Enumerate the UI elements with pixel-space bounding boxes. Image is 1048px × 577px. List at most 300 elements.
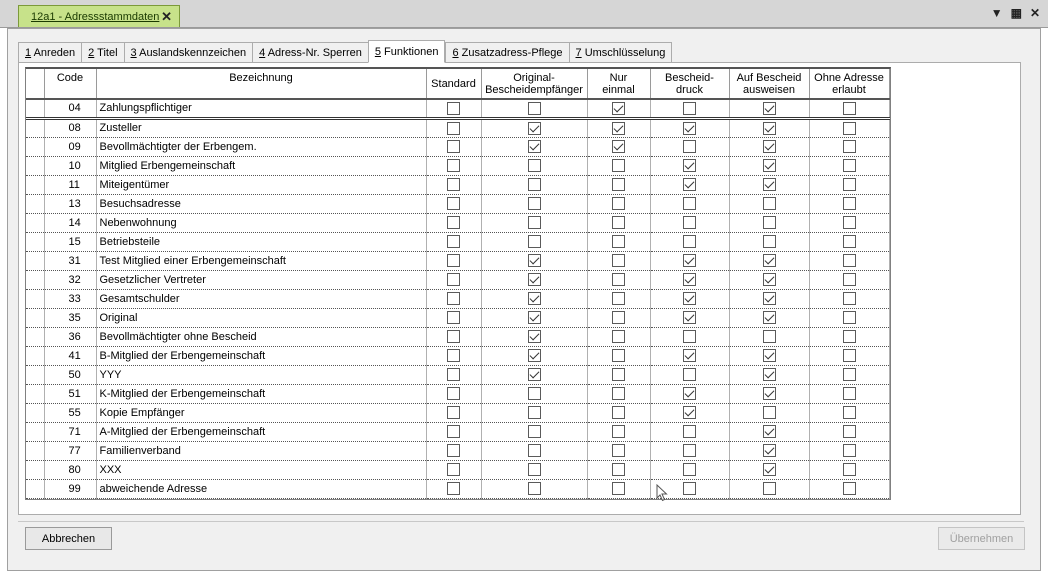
- checkbox-nur-einmal[interactable]: [612, 235, 625, 248]
- checkbox-bescheiddruck[interactable]: [683, 159, 696, 172]
- checkbox-standard[interactable]: [447, 482, 460, 495]
- checkbox-bescheiddruck[interactable]: [683, 444, 696, 457]
- tab-accelerator-key: 2: [88, 47, 95, 59]
- column-header-bescheiddruck[interactable]: [650, 69, 729, 99]
- checkbox-ohne-adresse[interactable]: [843, 102, 856, 115]
- checkbox-ohne-adresse[interactable]: [843, 368, 856, 381]
- cell-code[interactable]: 51: [44, 384, 96, 403]
- checkbox-ohne-adresse[interactable]: [843, 444, 856, 457]
- checkbox-auf-bescheid[interactable]: [763, 387, 776, 400]
- column-header-nur-einmal[interactable]: [587, 69, 650, 99]
- table-row[interactable]: [26, 365, 889, 384]
- checkbox-auf-bescheid[interactable]: [763, 273, 776, 286]
- checkbox-bescheiddruck[interactable]: [683, 368, 696, 381]
- table-row[interactable]: [26, 213, 889, 232]
- cell-code[interactable]: 77: [44, 441, 96, 460]
- checkbox-original[interactable]: [528, 273, 541, 286]
- cell-code[interactable]: 14: [44, 213, 96, 232]
- checkbox-original[interactable]: [528, 254, 541, 267]
- checkbox-standard[interactable]: [447, 330, 460, 343]
- cell-bescheiddruck: [650, 422, 729, 441]
- checkbox-standard[interactable]: [447, 406, 460, 419]
- checkbox-standard[interactable]: [447, 216, 460, 229]
- row-selector[interactable]: [26, 175, 44, 194]
- cell-bezeichnung[interactable]: Test Mitglied einer Erbengemeinschaft: [96, 251, 426, 270]
- cell-auf-bescheid: [729, 289, 809, 308]
- cell-standard: [426, 137, 481, 156]
- row-selector[interactable]: [26, 118, 44, 137]
- document-tab-title[interactable]: 12a1 - Adressstammdaten: [31, 10, 160, 23]
- cell-standard: [426, 213, 481, 232]
- row-selector[interactable]: [26, 213, 44, 232]
- checkbox-auf-bescheid[interactable]: [763, 178, 776, 191]
- column-header-bezeichnung[interactable]: Bezeichnung: [96, 69, 426, 99]
- cell-bezeichnung[interactable]: Nebenwohnung: [96, 213, 426, 232]
- document-tab-strip: [0, 0, 1048, 28]
- checkbox-nur-einmal[interactable]: [612, 425, 625, 438]
- checkbox-standard[interactable]: [447, 444, 460, 457]
- tab-accelerator-key: 1: [25, 47, 32, 59]
- checkbox-auf-bescheid[interactable]: [763, 254, 776, 267]
- checkbox-original[interactable]: [528, 292, 541, 305]
- checkbox-standard[interactable]: [447, 140, 460, 153]
- checkbox-original[interactable]: [528, 406, 541, 419]
- checkbox-ohne-adresse[interactable]: [843, 197, 856, 210]
- row-selector[interactable]: [26, 327, 44, 346]
- checkbox-bescheiddruck[interactable]: [683, 292, 696, 305]
- cell-code[interactable]: 08: [44, 118, 96, 137]
- cell-bescheiddruck: [650, 156, 729, 175]
- cell-nur-einmal: [587, 99, 650, 118]
- checkbox-nur-einmal[interactable]: [612, 349, 625, 362]
- cell-code[interactable]: 13: [44, 194, 96, 213]
- cell-code[interactable]: 33: [44, 289, 96, 308]
- table-row[interactable]: [26, 479, 889, 498]
- checkbox-ohne-adresse[interactable]: [843, 216, 856, 229]
- cell-standard: [426, 156, 481, 175]
- checkbox-ohne-adresse[interactable]: [843, 122, 856, 135]
- checkbox-ohne-adresse[interactable]: [843, 425, 856, 438]
- checkbox-original[interactable]: [528, 444, 541, 457]
- checkbox-nur-einmal[interactable]: [612, 368, 625, 381]
- cell-original: [481, 327, 587, 346]
- checkbox-bescheiddruck[interactable]: [683, 235, 696, 248]
- cell-bezeichnung[interactable]: XXX: [96, 460, 426, 479]
- close-window-icon[interactable]: ✕: [1029, 6, 1040, 20]
- checkbox-auf-bescheid[interactable]: [763, 444, 776, 457]
- checkbox-standard[interactable]: [447, 254, 460, 267]
- checkbox-bescheiddruck[interactable]: [683, 102, 696, 115]
- row-selector[interactable]: [26, 479, 44, 498]
- cell-standard: [426, 346, 481, 365]
- cell-bezeichnung[interactable]: A-Mitglied der Erbengemeinschaft: [96, 422, 426, 441]
- checkbox-ohne-adresse[interactable]: [843, 273, 856, 286]
- cell-standard: [426, 175, 481, 194]
- table-row[interactable]: [26, 118, 889, 137]
- tab-label: Zusatzadress-Pflege: [458, 47, 563, 59]
- row-selector[interactable]: [26, 403, 44, 422]
- tab-7[interactable]: [569, 42, 673, 63]
- close-tab-icon[interactable]: ✕: [161, 9, 172, 24]
- checkbox-standard[interactable]: [447, 368, 460, 381]
- checkbox-bescheiddruck[interactable]: [683, 387, 696, 400]
- checkbox-ohne-adresse[interactable]: [843, 330, 856, 343]
- checkbox-nur-einmal[interactable]: [612, 387, 625, 400]
- cell-bezeichnung[interactable]: Familienverband: [96, 441, 426, 460]
- cell-original: [481, 384, 587, 403]
- checkbox-auf-bescheid[interactable]: [763, 235, 776, 248]
- cell-nur-einmal: [587, 156, 650, 175]
- checkbox-bescheiddruck[interactable]: [683, 216, 696, 229]
- table-row[interactable]: [26, 270, 889, 289]
- table-row[interactable]: [26, 99, 889, 118]
- row-selector[interactable]: [26, 308, 44, 327]
- row-selector[interactable]: [26, 137, 44, 156]
- cell-bezeichnung[interactable]: Zahlungspflichtiger: [96, 99, 426, 118]
- cell-auf-bescheid: [729, 422, 809, 441]
- table-row[interactable]: [26, 232, 889, 251]
- cell-nur-einmal: [587, 175, 650, 194]
- checkbox-standard[interactable]: [447, 463, 460, 476]
- table-row[interactable]: [26, 422, 889, 441]
- checkbox-nur-einmal[interactable]: [612, 102, 625, 115]
- row-selector[interactable]: [26, 384, 44, 403]
- cell-code[interactable]: 55: [44, 403, 96, 422]
- cell-original: [481, 251, 587, 270]
- checkbox-bescheiddruck[interactable]: [683, 122, 696, 135]
- checkbox-bescheiddruck[interactable]: [683, 425, 696, 438]
- column-header-text: Bescheid- druck: [665, 71, 714, 96]
- cell-standard: [426, 232, 481, 251]
- cell-bezeichnung[interactable]: Betriebsteile: [96, 232, 426, 251]
- cell-bezeichnung[interactable]: Besuchsadresse: [96, 194, 426, 213]
- cell-code[interactable]: 99: [44, 479, 96, 498]
- checkbox-auf-bescheid[interactable]: [763, 463, 776, 476]
- row-selector[interactable]: [26, 251, 44, 270]
- tile-windows-icon[interactable]: ▦: [1010, 6, 1022, 20]
- table-row[interactable]: [26, 137, 889, 156]
- checkbox-auf-bescheid[interactable]: [763, 482, 776, 495]
- checkbox-original[interactable]: [528, 122, 541, 135]
- cell-standard: [426, 251, 481, 270]
- checkbox-auf-bescheid[interactable]: [763, 102, 776, 115]
- apply-button[interactable]: Übernehmen: [938, 527, 1025, 550]
- row-selector[interactable]: [26, 156, 44, 175]
- cell-original: [481, 460, 587, 479]
- table-row[interactable]: [26, 175, 889, 194]
- column-header-standard[interactable]: Standard: [426, 69, 481, 99]
- table-row[interactable]: [26, 194, 889, 213]
- checkbox-nur-einmal[interactable]: [612, 122, 625, 135]
- cell-bezeichnung[interactable]: Gesamtschulder: [96, 289, 426, 308]
- checkbox-standard[interactable]: [447, 387, 460, 400]
- checkbox-ohne-adresse[interactable]: [843, 463, 856, 476]
- checkbox-nur-einmal[interactable]: [612, 292, 625, 305]
- checkbox-ohne-adresse[interactable]: [843, 159, 856, 172]
- document-tab[interactable]: [18, 5, 180, 27]
- tab-4[interactable]: [252, 42, 368, 63]
- checkbox-auf-bescheid[interactable]: [763, 368, 776, 381]
- cell-code[interactable]: 36: [44, 327, 96, 346]
- checkbox-standard[interactable]: [447, 311, 460, 324]
- tab-content-funktionen: [18, 62, 1021, 515]
- checkbox-bescheiddruck[interactable]: [683, 273, 696, 286]
- cell-bezeichnung[interactable]: Zusteller: [96, 118, 426, 137]
- checkbox-standard[interactable]: [447, 425, 460, 438]
- cell-code[interactable]: 04: [44, 99, 96, 118]
- checkbox-auf-bescheid[interactable]: [763, 140, 776, 153]
- cell-original: [481, 99, 587, 118]
- cell-standard: [426, 270, 481, 289]
- checkbox-nur-einmal[interactable]: [612, 311, 625, 324]
- cell-bescheiddruck: [650, 251, 729, 270]
- checkbox-nur-einmal[interactable]: [612, 254, 625, 267]
- cell-ohne-adresse: [809, 99, 889, 118]
- cell-bescheiddruck: [650, 403, 729, 422]
- checkbox-nur-einmal[interactable]: [612, 330, 625, 343]
- checkbox-nur-einmal[interactable]: [612, 178, 625, 191]
- table-row[interactable]: [26, 289, 889, 308]
- row-selector[interactable]: [26, 232, 44, 251]
- table-row[interactable]: [26, 460, 889, 479]
- row-selector[interactable]: [26, 365, 44, 384]
- checkbox-auf-bescheid[interactable]: [763, 122, 776, 135]
- cell-auf-bescheid: [729, 175, 809, 194]
- checkbox-bescheiddruck[interactable]: [683, 197, 696, 210]
- row-selector[interactable]: [26, 99, 44, 118]
- cell-bescheiddruck: [650, 194, 729, 213]
- table-row[interactable]: [26, 156, 889, 175]
- tab-5[interactable]: [368, 40, 446, 63]
- table-row[interactable]: [26, 403, 889, 422]
- cell-code[interactable]: 71: [44, 422, 96, 441]
- cell-code[interactable]: 80: [44, 460, 96, 479]
- row-selector[interactable]: [26, 346, 44, 365]
- cell-original: [481, 479, 587, 498]
- cell-bescheiddruck: [650, 327, 729, 346]
- cell-code[interactable]: 41: [44, 346, 96, 365]
- column-header-original[interactable]: [481, 69, 587, 99]
- column-header-code[interactable]: Code: [44, 69, 96, 99]
- checkbox-bescheiddruck[interactable]: [683, 311, 696, 324]
- cell-code[interactable]: 32: [44, 270, 96, 289]
- checkbox-auf-bescheid[interactable]: [763, 349, 776, 362]
- table-row[interactable]: [26, 308, 889, 327]
- table-row[interactable]: [26, 346, 889, 365]
- cell-code[interactable]: 09: [44, 137, 96, 156]
- cell-bezeichnung[interactable]: K-Mitglied der Erbengemeinschaft: [96, 384, 426, 403]
- checkbox-standard[interactable]: [447, 273, 460, 286]
- checkbox-bescheiddruck[interactable]: [683, 463, 696, 476]
- checkbox-original[interactable]: [528, 349, 541, 362]
- cell-code[interactable]: 11: [44, 175, 96, 194]
- checkbox-original[interactable]: [528, 216, 541, 229]
- tab-1[interactable]: [18, 42, 81, 63]
- cell-code[interactable]: 35: [44, 308, 96, 327]
- checkbox-bescheiddruck[interactable]: [683, 482, 696, 495]
- tab-label: Anreden: [31, 47, 76, 59]
- cell-nur-einmal: [587, 194, 650, 213]
- row-selector[interactable]: [26, 460, 44, 479]
- cell-auf-bescheid: [729, 251, 809, 270]
- column-header-ohne-adresse[interactable]: [809, 69, 889, 99]
- checkbox-standard[interactable]: [447, 292, 460, 305]
- checkbox-standard[interactable]: [447, 197, 460, 210]
- cell-bezeichnung[interactable]: B-Mitglied der Erbengemeinschaft: [96, 346, 426, 365]
- checkbox-nur-einmal[interactable]: [612, 482, 625, 495]
- checkbox-standard[interactable]: [447, 349, 460, 362]
- cell-ohne-adresse: [809, 232, 889, 251]
- cell-nur-einmal: [587, 270, 650, 289]
- checkbox-auf-bescheid[interactable]: [763, 216, 776, 229]
- cell-standard: [426, 422, 481, 441]
- cell-bezeichnung[interactable]: Mitglied Erbengemeinschaft: [96, 156, 426, 175]
- checkbox-auf-bescheid[interactable]: [763, 311, 776, 324]
- row-selector[interactable]: [26, 270, 44, 289]
- tab-accelerator-key: 3: [130, 47, 137, 59]
- checkbox-original[interactable]: [528, 425, 541, 438]
- checkbox-ohne-adresse[interactable]: [843, 406, 856, 419]
- checkbox-ohne-adresse[interactable]: [843, 349, 856, 362]
- checkbox-bescheiddruck[interactable]: [683, 178, 696, 191]
- checkbox-nur-einmal[interactable]: [612, 140, 625, 153]
- row-selector[interactable]: [26, 422, 44, 441]
- cell-nur-einmal: [587, 232, 650, 251]
- checkbox-original[interactable]: [528, 102, 541, 115]
- checkbox-nur-einmal[interactable]: [612, 197, 625, 210]
- checkbox-standard[interactable]: [447, 102, 460, 115]
- cell-bezeichnung[interactable]: Kopie Empfänger: [96, 403, 426, 422]
- checkbox-bescheiddruck[interactable]: [683, 406, 696, 419]
- checkbox-original[interactable]: [528, 311, 541, 324]
- cell-bezeichnung[interactable]: Original: [96, 308, 426, 327]
- checkbox-original[interactable]: [528, 387, 541, 400]
- cell-bezeichnung[interactable]: Gesetzlicher Vertreter: [96, 270, 426, 289]
- cell-nur-einmal: [587, 479, 650, 498]
- checkbox-nur-einmal[interactable]: [612, 159, 625, 172]
- cell-original: [481, 232, 587, 251]
- cell-bezeichnung[interactable]: Bevollmächtigter der Erbengem.: [96, 137, 426, 156]
- checkbox-nur-einmal[interactable]: [612, 406, 625, 419]
- checkbox-standard[interactable]: [447, 122, 460, 135]
- checkbox-original[interactable]: [528, 197, 541, 210]
- checkbox-bescheiddruck[interactable]: [683, 349, 696, 362]
- cell-original: [481, 194, 587, 213]
- cell-auf-bescheid: [729, 327, 809, 346]
- checkbox-original[interactable]: [528, 159, 541, 172]
- checkbox-bescheiddruck[interactable]: [683, 140, 696, 153]
- tab-label: Umschlüsselung: [581, 47, 666, 59]
- cell-auf-bescheid: [729, 270, 809, 289]
- cell-auf-bescheid: [729, 232, 809, 251]
- cell-bescheiddruck: [650, 118, 729, 137]
- row-selector[interactable]: [26, 194, 44, 213]
- checkbox-auf-bescheid[interactable]: [763, 292, 776, 305]
- checkbox-standard[interactable]: [447, 235, 460, 248]
- checkbox-original[interactable]: [528, 463, 541, 476]
- checkbox-original[interactable]: [528, 235, 541, 248]
- table-row[interactable]: [26, 384, 889, 403]
- cell-nur-einmal: [587, 384, 650, 403]
- checkbox-original[interactable]: [528, 140, 541, 153]
- table-row[interactable]: [26, 441, 889, 460]
- cell-ohne-adresse: [809, 365, 889, 384]
- checkbox-nur-einmal[interactable]: [612, 273, 625, 286]
- cell-bescheiddruck: [650, 232, 729, 251]
- row-selector[interactable]: [26, 441, 44, 460]
- checkbox-standard[interactable]: [447, 159, 460, 172]
- column-header-auf-bescheid[interactable]: [729, 69, 809, 99]
- cell-standard: [426, 289, 481, 308]
- cell-bescheiddruck: [650, 99, 729, 118]
- cell-nur-einmal: [587, 308, 650, 327]
- checkbox-nur-einmal[interactable]: [612, 444, 625, 457]
- tab-3[interactable]: [124, 42, 253, 63]
- cell-bezeichnung[interactable]: YYY: [96, 365, 426, 384]
- checkbox-auf-bescheid[interactable]: [763, 197, 776, 210]
- cell-code[interactable]: 15: [44, 232, 96, 251]
- cell-code[interactable]: 50: [44, 365, 96, 384]
- cell-standard: [426, 384, 481, 403]
- checkbox-ohne-adresse[interactable]: [843, 387, 856, 400]
- checkbox-ohne-adresse[interactable]: [843, 235, 856, 248]
- column-header-text: Auf Bescheid ausweisen: [736, 71, 802, 96]
- tab-6[interactable]: [445, 42, 568, 63]
- checkbox-original[interactable]: [528, 330, 541, 343]
- checkbox-ohne-adresse[interactable]: [843, 140, 856, 153]
- checkbox-auf-bescheid[interactable]: [763, 330, 776, 343]
- tab-2[interactable]: [81, 42, 123, 63]
- table-row[interactable]: [26, 251, 889, 270]
- cell-original: [481, 213, 587, 232]
- checkbox-ohne-adresse[interactable]: [843, 292, 856, 305]
- checkbox-ohne-adresse[interactable]: [843, 482, 856, 495]
- checkbox-original[interactable]: [528, 482, 541, 495]
- checkbox-auf-bescheid[interactable]: [763, 406, 776, 419]
- tab-label: Adress-Nr. Sperren: [265, 47, 362, 59]
- cell-bescheiddruck: [650, 365, 729, 384]
- checkbox-bescheiddruck[interactable]: [683, 330, 696, 343]
- dropdown-arrow-icon[interactable]: ▼: [990, 6, 1003, 20]
- checkbox-auf-bescheid[interactable]: [763, 159, 776, 172]
- cell-bezeichnung[interactable]: abweichende Adresse: [96, 479, 426, 498]
- window-controls: [991, 6, 1040, 20]
- cell-original: [481, 137, 587, 156]
- checkbox-ohne-adresse[interactable]: [843, 311, 856, 324]
- row-selector[interactable]: [26, 289, 44, 308]
- cell-ohne-adresse: [809, 289, 889, 308]
- cell-auf-bescheid: [729, 213, 809, 232]
- checkbox-ohne-adresse[interactable]: [843, 254, 856, 267]
- table-row[interactable]: [26, 327, 889, 346]
- column-header-text: Original- Bescheidempfänger: [485, 71, 583, 96]
- cell-bezeichnung[interactable]: Miteigentümer: [96, 175, 426, 194]
- checkbox-nur-einmal[interactable]: [612, 463, 625, 476]
- cell-code[interactable]: 10: [44, 156, 96, 175]
- checkbox-original[interactable]: [528, 368, 541, 381]
- cell-bezeichnung[interactable]: Bevollmächtigter ohne Bescheid: [96, 327, 426, 346]
- main-panel: [7, 28, 1041, 571]
- cell-bescheiddruck: [650, 137, 729, 156]
- cell-code[interactable]: 31: [44, 251, 96, 270]
- checkbox-original[interactable]: [528, 178, 541, 191]
- checkbox-bescheiddruck[interactable]: [683, 254, 696, 267]
- checkbox-standard[interactable]: [447, 178, 460, 191]
- cancel-button[interactable]: Abbrechen: [25, 527, 112, 550]
- checkbox-ohne-adresse[interactable]: [843, 178, 856, 191]
- checkbox-auf-bescheid[interactable]: [763, 425, 776, 438]
- checkbox-nur-einmal[interactable]: [612, 216, 625, 229]
